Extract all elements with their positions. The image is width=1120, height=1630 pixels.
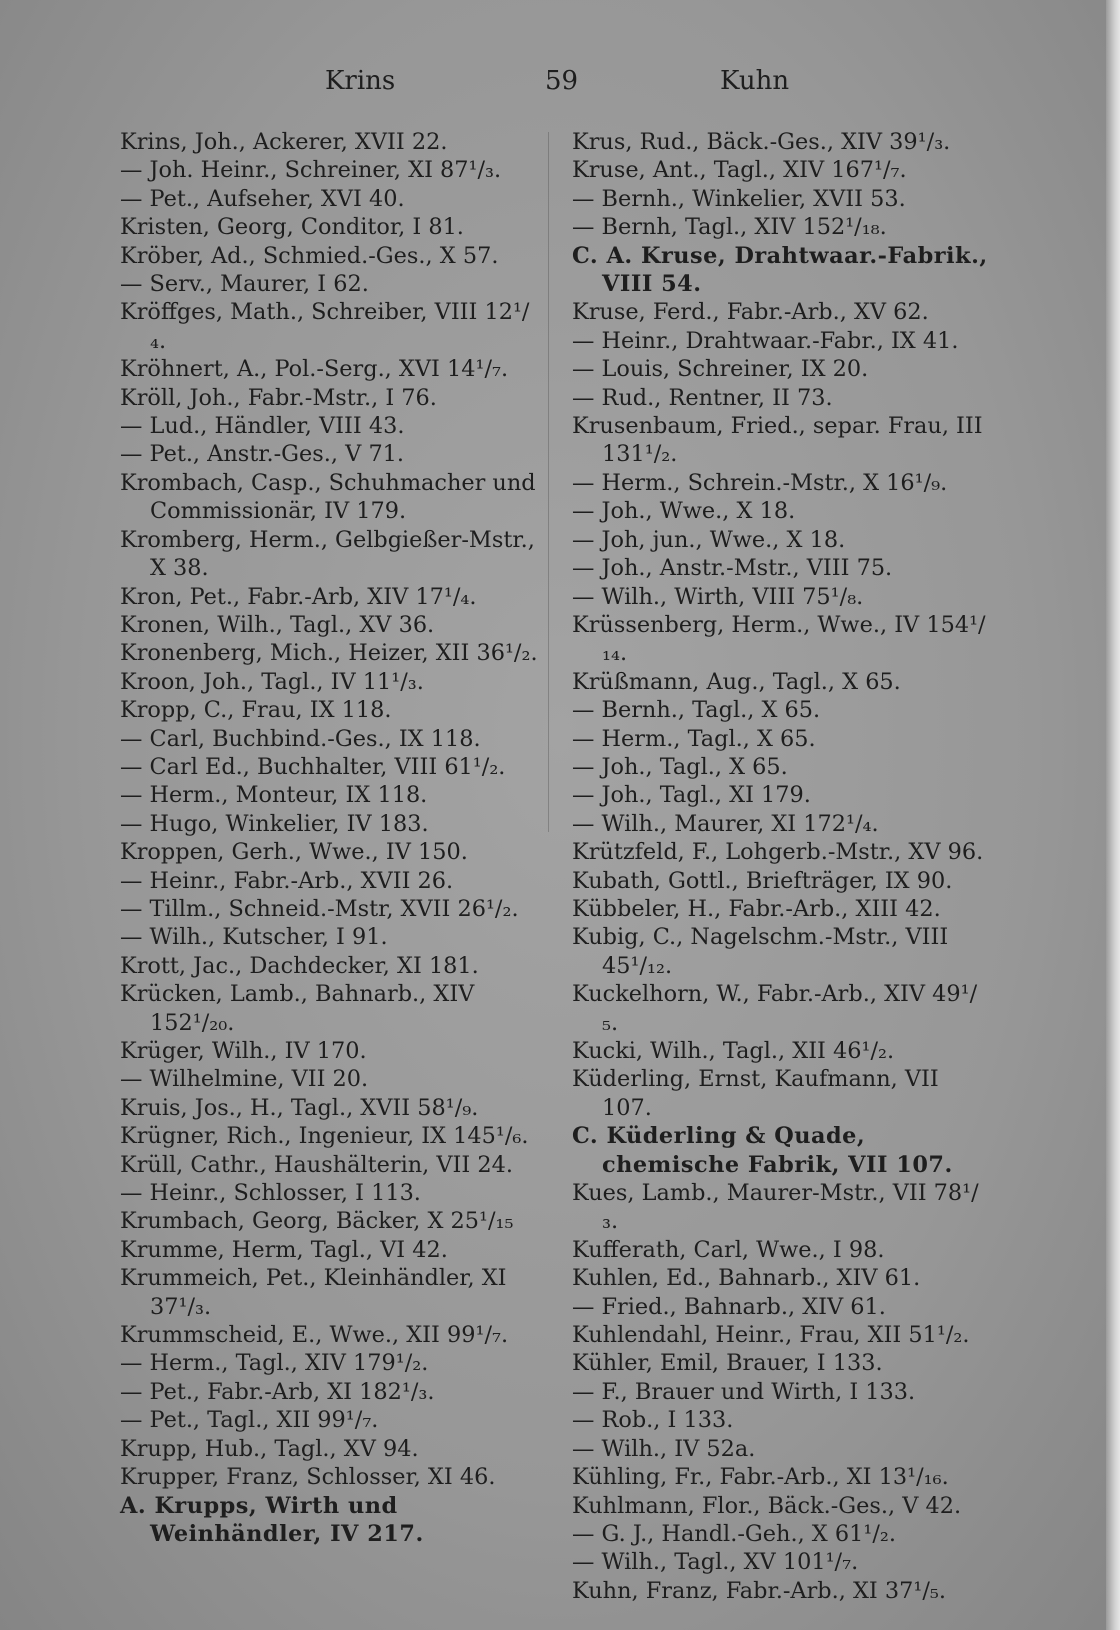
page-edge <box>1106 0 1120 1630</box>
directory-entry: Krumbach, Georg, Bäcker, X 25¹/₁₅ <box>120 1208 514 1235</box>
directory-entry: Krupper, Franz, Schlosser, XI 46. <box>120 1464 496 1491</box>
directory-entry: — Wilh., Tagl., XV 101¹/₇. <box>572 1549 859 1576</box>
directory-entry: — Herm., Schrein.-Mstr., X 16¹/₉. <box>572 469 948 496</box>
directory-entry: A. Krupps, Wirth und Weinhändler, IV 217. <box>120 1492 424 1547</box>
directory-entry: — Heinr., Drahtwaar.-Fabr., IX 41. <box>572 327 959 354</box>
directory-entry: — Serv., Maurer, I 62. <box>120 271 369 298</box>
directory-entry: — Wilh., Maurer, XI 172¹/₄. <box>572 810 879 837</box>
page-header <box>120 66 1000 106</box>
directory-entry: — Pet., Tagl., XII 99¹/₇. <box>120 1407 379 1434</box>
directory-entry: Krumme, Herm, Tagl., VI 42. <box>120 1236 448 1263</box>
directory-entry: Kucki, Wilh., Tagl., XII 46¹/₂. <box>572 1038 895 1064</box>
column-divider <box>548 132 549 832</box>
directory-entry: — Bernh, Tagl., XIV 152¹/₁₈. <box>572 214 887 241</box>
directory-entry: — Lud., Händler, VIII 43. <box>120 413 405 440</box>
directory-entry: — Wilh., Wirth, VIII 75¹/₈. <box>572 583 864 610</box>
directory-entry: Krummscheid, E., Wwe., XII 99¹/₇. <box>120 1322 509 1349</box>
directory-entry: Kroon, Joh., Tagl., IV 11¹/₃. <box>120 668 424 695</box>
directory-entry: Krügner, Rich., Ingenieur, IX 145¹/₆. <box>120 1123 529 1150</box>
directory-entry: Kron, Pet., Fabr.-Arb, XIV 17¹/₄. <box>120 583 477 610</box>
directory-entry: — Herm., Tagl., X 65. <box>572 725 816 752</box>
directory-entry: C. Küderling & Quade, chemische Fabrik, VII 107. <box>572 1123 953 1178</box>
directory-entry: Krus, Rud., Bäck.-Ges., XIV 39¹/₃. <box>572 129 951 155</box>
right-column <box>572 128 992 1605</box>
directory-entry: — F., Brauer und Wirth, I 133. <box>572 1378 916 1405</box>
directory-entry: Kühling, Fr., Fabr.-Arb., XI 13¹/₁₆. <box>572 1464 949 1491</box>
directory-entry: Kufferath, Carl, Wwe., I 98. <box>572 1236 885 1263</box>
directory-entry: — Herm., Monteur, IX 118. <box>120 782 428 809</box>
directory-entry: — Wilh., Kutscher, I 91. <box>120 924 388 951</box>
directory-entry: Krüll, Cathr., Haushälterin, VII 24. <box>120 1151 513 1178</box>
directory-entry: — Louis, Schreiner, IX 20. <box>572 356 869 383</box>
directory-entry: — Joh. Heinr., Schreiner, XI 87¹/₃. <box>120 157 502 184</box>
directory-entry: Krüger, Wilh., IV 170. <box>120 1038 367 1064</box>
directory-entry: Kühler, Emil, Brauer, I 133. <box>572 1350 883 1377</box>
directory-entry: Kroppen, Gerh., Wwe., IV 150. <box>120 839 468 866</box>
directory-entry: Krummeich, Pet., Kleinhändler, XI 37¹/₃. <box>120 1265 507 1320</box>
directory-entry: Krüßmann, Aug., Tagl., X 65. <box>572 668 901 695</box>
directory-entry: Kuhn, Franz, Fabr.-Arb., XI 37¹/₅. <box>572 1577 946 1604</box>
directory-entry: — Joh, jun., Wwe., X 18. <box>572 526 846 553</box>
directory-entry: — Bernh., Winkelier, XVII 53. <box>572 185 906 212</box>
directory-entry: Krupp, Hub., Tagl., XV 94. <box>120 1435 419 1462</box>
directory-entry: — Rob., I 133. <box>572 1407 734 1434</box>
directory-entry: Kubath, Gottl., Briefträger, IX 90. <box>572 867 953 894</box>
directory-entry: Kuhlen, Ed., Bahnarb., XIV 61. <box>572 1265 921 1292</box>
directory-entry: — Wilhelmine, VII 20. <box>120 1066 369 1093</box>
directory-entry: — G. J., Handl.-Geh., X 61¹/₂. <box>572 1520 896 1547</box>
directory-entry: Kruse, Ferd., Fabr.-Arb., XV 62. <box>572 299 929 326</box>
directory-entry: — Hugo, Winkelier, IV 183. <box>120 810 429 837</box>
directory-entry: — Joh., Tagl., X 65. <box>572 753 788 780</box>
directory-entry: Kristen, Georg, Conditor, I 81. <box>120 214 464 241</box>
directory-entry: Krüssenberg, Herm., Wwe., IV 154¹/₁₄. <box>572 611 986 667</box>
directory-entry: — Joh., Tagl., XI 179. <box>572 782 811 809</box>
directory-entry: — Wilh., IV 52a. <box>572 1435 756 1462</box>
directory-entry: — Tillm., Schneid.-Mstr, XVII 26¹/₂. <box>120 895 519 922</box>
directory-entry: — Fried., Bahnarb., XIV 61. <box>572 1293 886 1320</box>
page-number: 59 <box>545 66 579 96</box>
directory-entry: Kronen, Wilh., Tagl., XV 36. <box>120 611 435 638</box>
directory-entry: — Herm., Tagl., XIV 179¹/₂. <box>120 1350 429 1377</box>
directory-entry: Kropp, C., Frau, IX 118. <box>120 697 392 724</box>
directory-entry: Kröll, Joh., Fabr.-Mstr., I 76. <box>120 384 437 411</box>
directory-entry: Kröber, Ad., Schmied.-Ges., X 57. <box>120 242 499 269</box>
directory-entry: Krott, Jac., Dachdecker, XI 181. <box>120 952 479 979</box>
left-column <box>120 128 540 1548</box>
directory-entry: Kromberg, Herm., Gelbgießer-Mstr., X 38. <box>120 526 535 582</box>
directory-entry: Kuhlmann, Flor., Bäck.-Ges., V 42. <box>572 1492 962 1519</box>
directory-entry: — Carl, Buchbind.-Ges., IX 118. <box>120 725 481 752</box>
directory-entry: — Pet., Anstr.-Ges., V 71. <box>120 441 405 468</box>
directory-entry: Krücken, Lamb., Bahnarb., XIV 152¹/₂₀. <box>120 981 475 1036</box>
header-first-name: Krins <box>325 66 396 96</box>
directory-entry: Kübbeler, H., Fabr.-Arb., XIII 42. <box>572 895 941 922</box>
directory-entry: — Pet., Fabr.-Arb, XI 182¹/₃. <box>120 1378 435 1405</box>
directory-entry: Kuckelhorn, W., Fabr.-Arb., XIV 49¹/₅. <box>572 981 978 1036</box>
directory-entry: Kubig, C., Nagelschm.-Mstr., VIII 45¹/₁₂. <box>572 924 949 979</box>
directory-entry: — Joh., Anstr.-Mstr., VIII 75. <box>572 555 893 582</box>
directory-entry: Kues, Lamb., Maurer-Mstr., VII 78¹/₃. <box>572 1180 979 1235</box>
directory-entry: — Carl Ed., Buchhalter, VIII 61¹/₂. <box>120 753 506 780</box>
directory-entry: Krützfeld, F., Lohgerb.-Mstr., XV 96. <box>572 839 984 866</box>
directory-entry: Kruis, Jos., H., Tagl., XVII 58¹/₉. <box>120 1094 479 1121</box>
directory-entry: — Heinr., Fabr.-Arb., XVII 26. <box>120 867 454 894</box>
directory-entry: Kuhlendahl, Heinr., Frau, XII 51¹/₂. <box>572 1322 970 1349</box>
directory-entry: — Joh., Wwe., X 18. <box>572 498 796 525</box>
header-last-name: Kuhn <box>720 66 790 96</box>
directory-entry: Krusenbaum, Fried., separ. Frau, III 131¹/₂. <box>572 413 983 468</box>
directory-entry: Küderling, Ernst, Kaufmann, VII 107. <box>572 1066 939 1121</box>
directory-entry: — Pet., Aufseher, XVI 40. <box>120 185 405 212</box>
directory-entry: Kronenberg, Mich., Heizer, XII 36¹/₂. <box>120 640 538 667</box>
directory-entry: Kröhnert, A., Pol.-Serg., XVI 14¹/₇. <box>120 356 509 383</box>
directory-entry: C. A. Kruse, Drahtwaar.-Fabrik., VIII 54. <box>572 242 988 298</box>
directory-entry: Kröffges, Math., Schreiber, VIII 12¹/₄. <box>120 299 530 354</box>
directory-entry: Krombach, Casp., Schuhmacher und Commissionär, IV 179. <box>120 469 536 525</box>
directory-entry: Krins, Joh., Ackerer, XVII 22. <box>120 129 448 155</box>
directory-entry: — Rud., Rentner, II 73. <box>572 384 833 411</box>
directory-entry: — Heinr., Schlosser, I 113. <box>120 1180 421 1207</box>
directory-entry: Kruse, Ant., Tagl., XIV 167¹/₇. <box>572 157 907 184</box>
directory-entry: — Bernh., Tagl., X 65. <box>572 697 821 724</box>
